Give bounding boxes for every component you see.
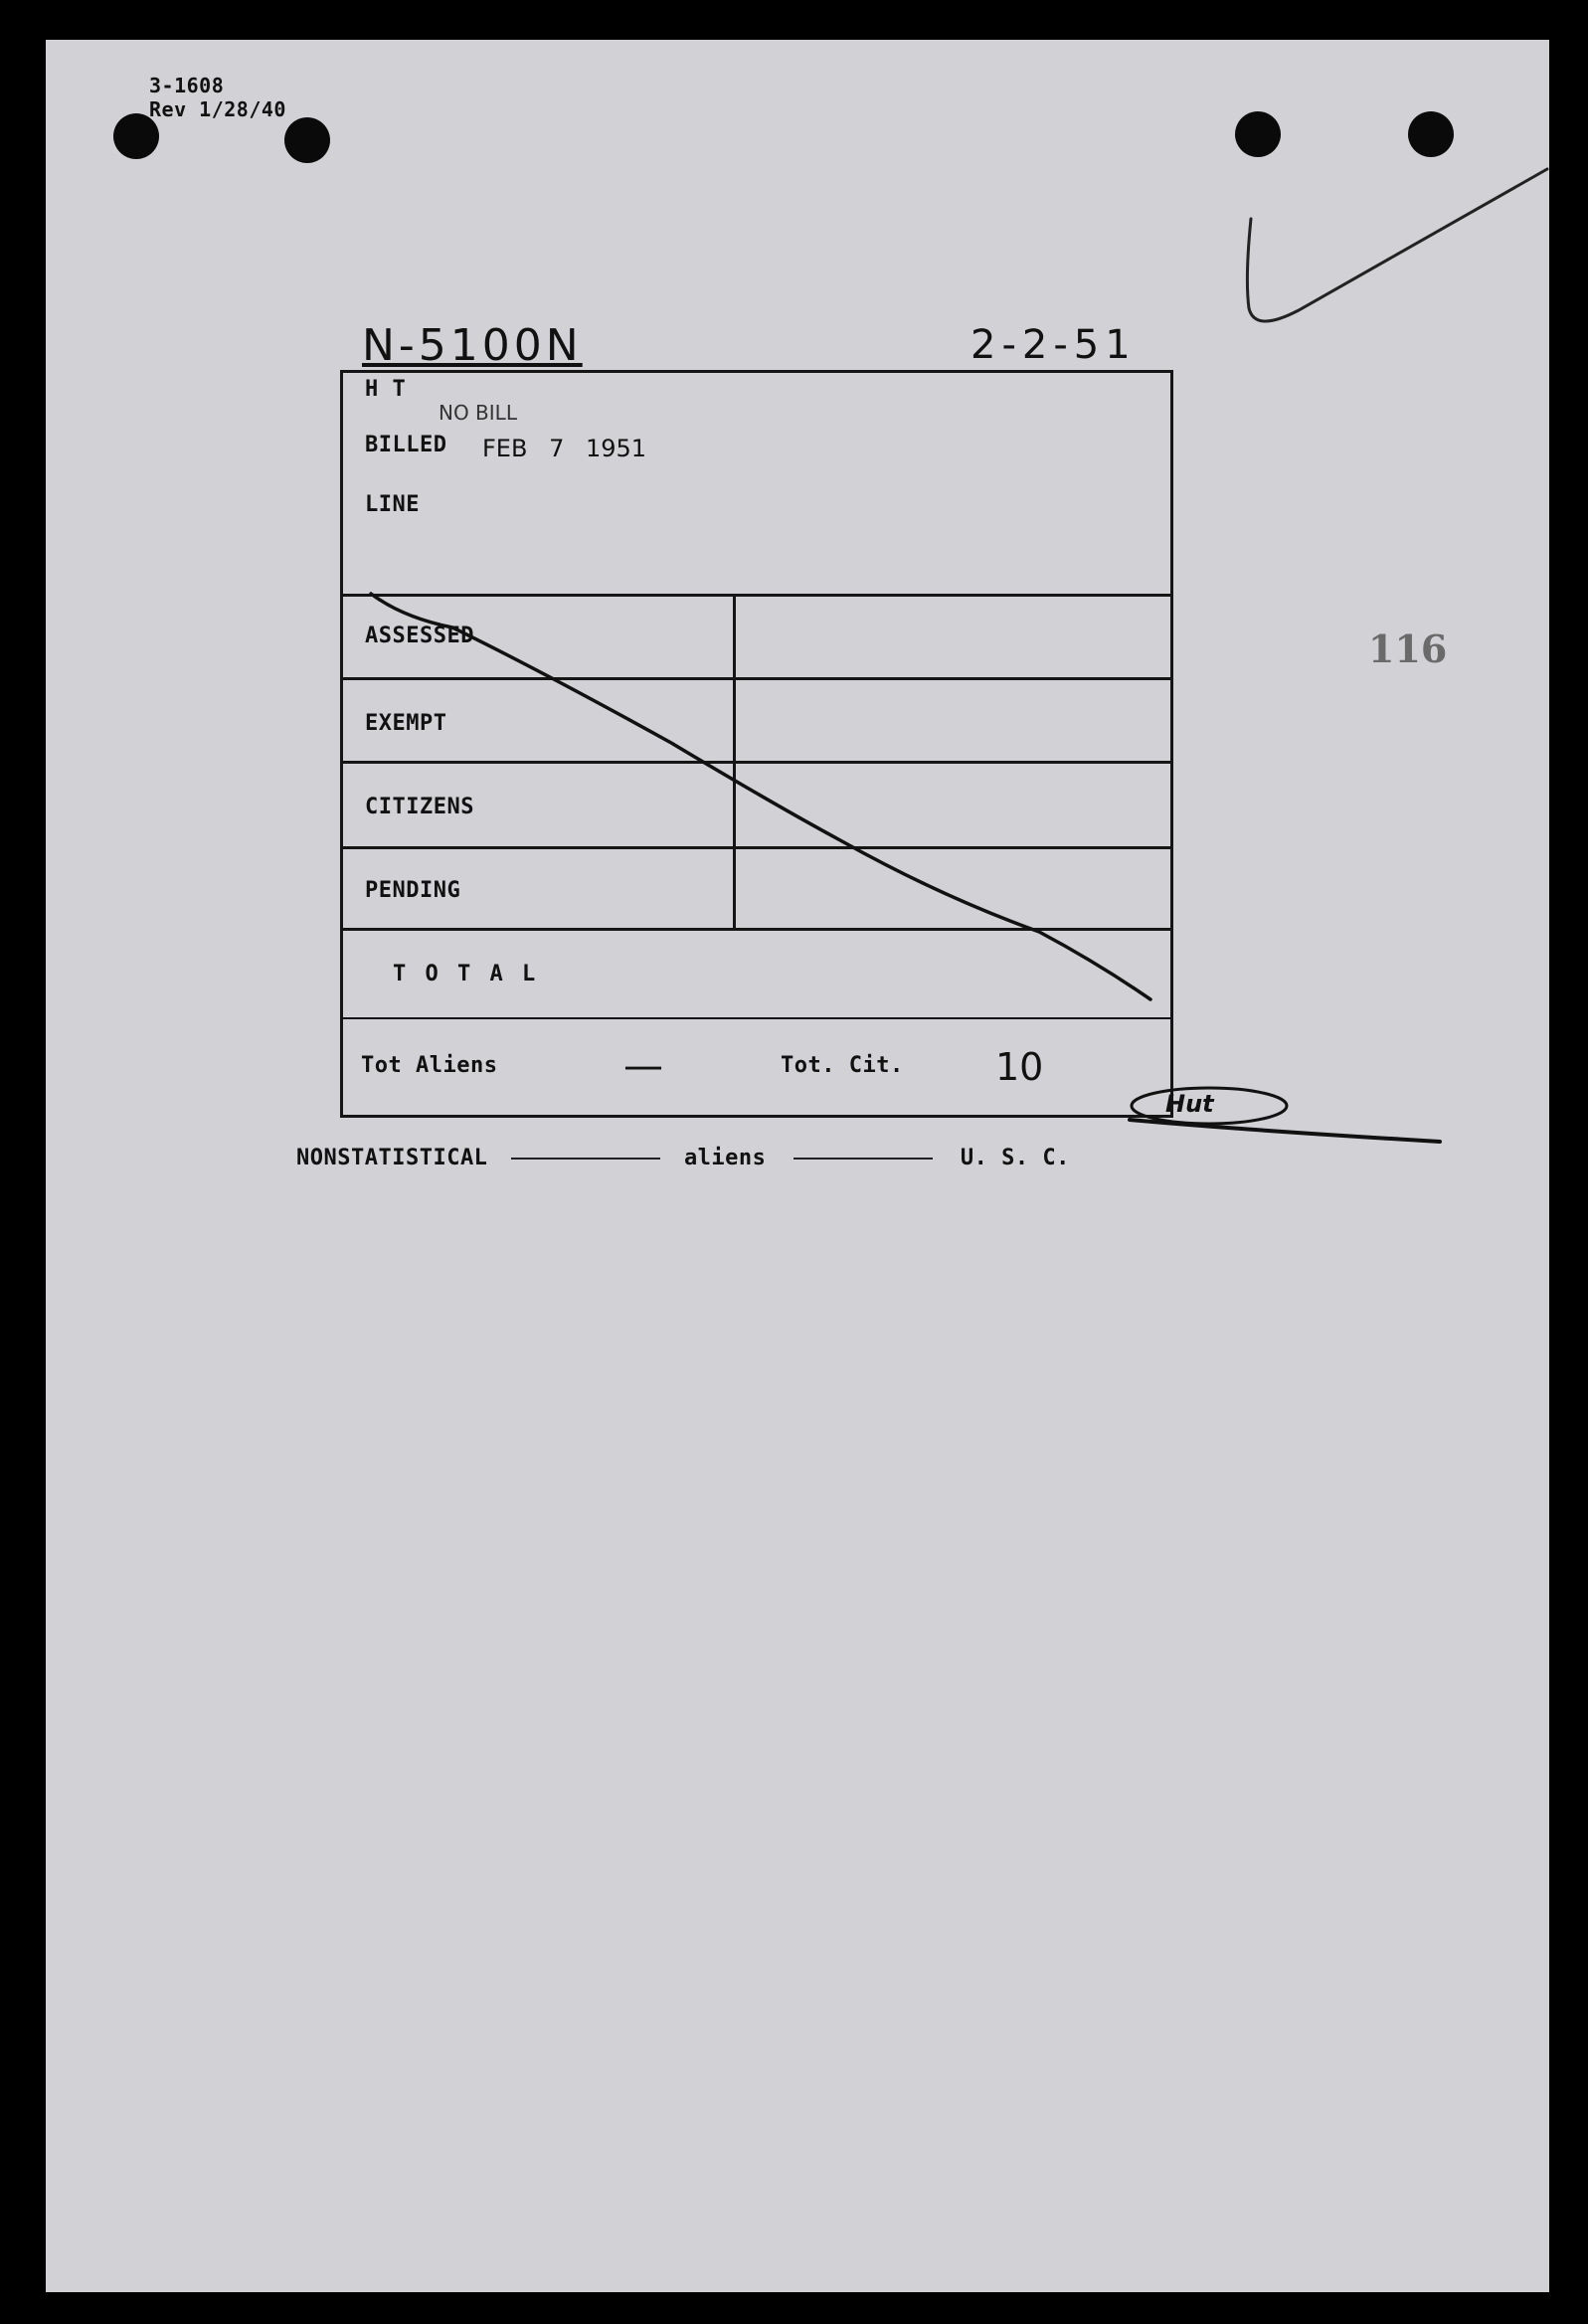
record-card: [340, 370, 1173, 1118]
billed-label: BILLED: [365, 433, 447, 457]
tot-cit-label: Tot. Cit.: [781, 1053, 904, 1078]
cancel-diagonal-line: [343, 373, 1170, 1115]
ht-label: H T: [365, 377, 407, 402]
aliens-blank: [794, 1158, 933, 1160]
check-mark-icon: [1239, 149, 1557, 368]
tot-aliens-label: Tot Aliens: [361, 1053, 498, 1078]
no-bill-stamp: NO BILL: [439, 401, 517, 425]
nonstatistical-label: NONSTATISTICAL: [296, 1146, 488, 1170]
page-number: 116: [1368, 626, 1448, 671]
form-revision: Rev 1/28/40: [149, 97, 286, 121]
punch-hole-left-2: [284, 117, 330, 163]
row-label-pending: PENDING: [365, 878, 461, 903]
usc-label: U. S. C.: [960, 1146, 1070, 1170]
handwritten-tot-cit-value: 10: [995, 1045, 1044, 1089]
handwritten-tot-aliens-mark: —: [623, 1043, 663, 1089]
line-label: LINE: [365, 492, 420, 517]
row-label-citizens: CITIZENS: [365, 795, 474, 819]
total-label: T O T A L: [393, 962, 539, 986]
aliens-label: aliens: [683, 1146, 767, 1170]
handwritten-date: 2-2-51: [970, 322, 1137, 368]
row-label-exempt: EXEMPT: [365, 711, 447, 736]
row-label-assessed: ASSESSED: [365, 624, 474, 648]
handwritten-initials: Hut: [1165, 1090, 1214, 1118]
document-page: [46, 40, 1549, 2292]
nonstatistical-line: [296, 1146, 1070, 1170]
handwritten-file-number: N-5100N: [362, 320, 583, 371]
form-number: 3-1608: [149, 74, 225, 97]
nonstatistical-blank: [511, 1158, 660, 1160]
billed-date-stamp: FEB 7 1951: [482, 435, 647, 462]
